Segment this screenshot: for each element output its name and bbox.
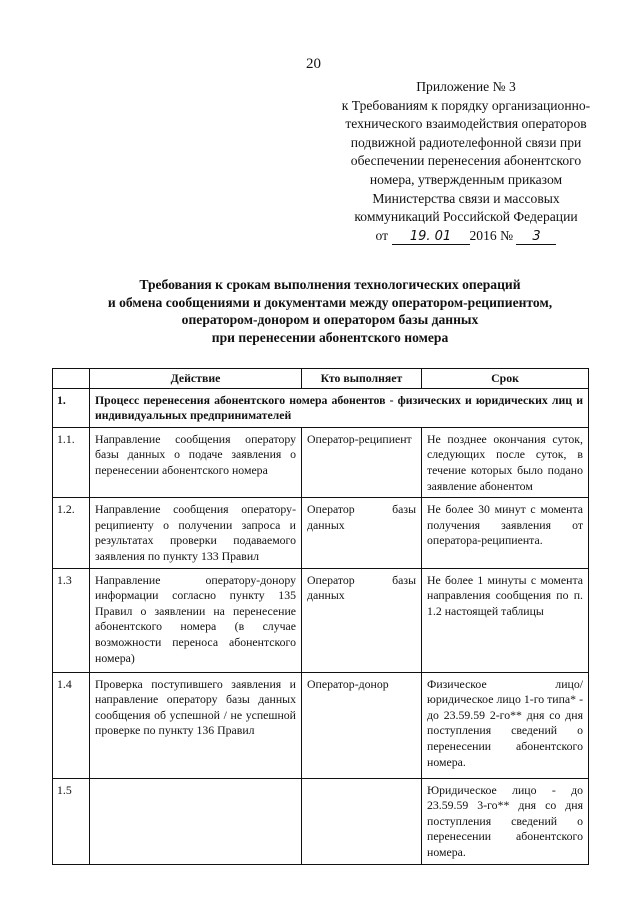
document-title-line: оператором-донором и оператором базы данных <box>181 312 479 327</box>
row-deadline: Физическое лицо/юридическое лицо 1-го типа* - до 23.59.59 2-го** дня со дня поступления сведений о перенесении абонентского номера. <box>422 672 589 778</box>
section-num: 1. <box>53 388 90 427</box>
row-deadline: Не более 1 минуты с момента направления сообщения по п. 1.2 настоящей таблицы <box>422 568 589 672</box>
appendix-title: Приложение № 3 <box>416 79 516 94</box>
appendix-line: коммуникаций Российской Федерации <box>354 209 578 225</box>
table-row <box>53 427 589 497</box>
row-action: Направление сообщения оператору базы данных о подаче заявления о перенесении абонентского номера <box>90 427 302 497</box>
requirements-table <box>52 368 589 865</box>
row-performer: Оператор-реципиент <box>302 427 422 497</box>
appendix-line: к Требованиям к порядку организационно- <box>341 97 591 113</box>
section-title: Процесс перенесения абонентского номера абонентов - физических и юридических лиц и индивидуальных предпринимателей <box>90 388 589 427</box>
order-prefix: от <box>375 227 389 243</box>
row-num: 1.2. <box>53 498 90 568</box>
row-deadline: Юридическое лицо - до 23.59.59 3-го** дня со дня поступления сведений о перенесении абонентского номера. <box>422 778 589 864</box>
table-header-row <box>53 369 589 389</box>
row-deadline: Не более 30 минут с момента получения заявления от оператора-реципиента. <box>422 498 589 568</box>
appendix-line: подвижной радиотелефонной связи при <box>350 134 582 150</box>
page-number: 20 <box>306 56 321 72</box>
table-row <box>53 672 589 778</box>
row-deadline: Не позднее окончания суток, следующих после суток, в течение которых было подано заявление абонентом <box>422 427 589 497</box>
header-performer: Кто выполняет <box>302 369 422 389</box>
row-action: Направление оператору-донору информации согласно пункту 135 Правил о заявлении на перенесение абонентского номера (в случае возможности переноса абонентского номера) <box>90 568 302 672</box>
row-action: Проверка поступившего заявления и направление оператору базы данных сообщения об успешной / не успешной проверке по пункту 136 Правил <box>90 672 302 778</box>
row-performer <box>302 778 422 864</box>
document-title-line: Требования к срокам выполнения технологических операций <box>139 277 521 292</box>
order-line <box>376 227 557 246</box>
row-action <box>90 778 302 864</box>
row-num: 1.1. <box>53 427 90 497</box>
row-performer: Оператор базы данных <box>302 498 422 568</box>
order-year: 2016 № <box>469 227 514 243</box>
document-title-line: при перенесении абонентского номера <box>211 329 449 345</box>
header-action: Действие <box>90 369 302 389</box>
section-row <box>53 388 589 427</box>
row-num: 1.3 <box>53 568 90 672</box>
row-performer: Оператор базы данных <box>302 568 422 672</box>
order-date-handwritten: 19. 01 <box>392 230 470 245</box>
table-row <box>53 498 589 568</box>
document-title-line: и обмена сообщениями и документами между оператором-реципиентом, <box>107 294 553 310</box>
row-num: 1.5 <box>53 778 90 864</box>
appendix-line: обеспечении перенесения абонентского <box>350 153 582 169</box>
row-performer: Оператор-донор <box>302 672 422 778</box>
row-num: 1.4 <box>53 672 90 778</box>
appendix-block <box>318 78 614 245</box>
appendix-line: технического взаимодействия операторов <box>345 116 587 132</box>
order-number-handwritten: 3 <box>516 230 556 245</box>
row-action: Направление сообщения оператору-реципиенту о получении запроса и результатах проверки подаваемого заявления по пункту 133 Правил <box>90 498 302 568</box>
appendix-line: номера, утвержденным приказом <box>369 171 563 187</box>
header-num <box>53 369 90 389</box>
table-row <box>53 568 589 672</box>
table-row <box>53 778 589 864</box>
header-deadline: Срок <box>422 369 589 389</box>
appendix-line: Министерства связи и массовых <box>372 190 560 206</box>
document-title <box>70 276 590 346</box>
